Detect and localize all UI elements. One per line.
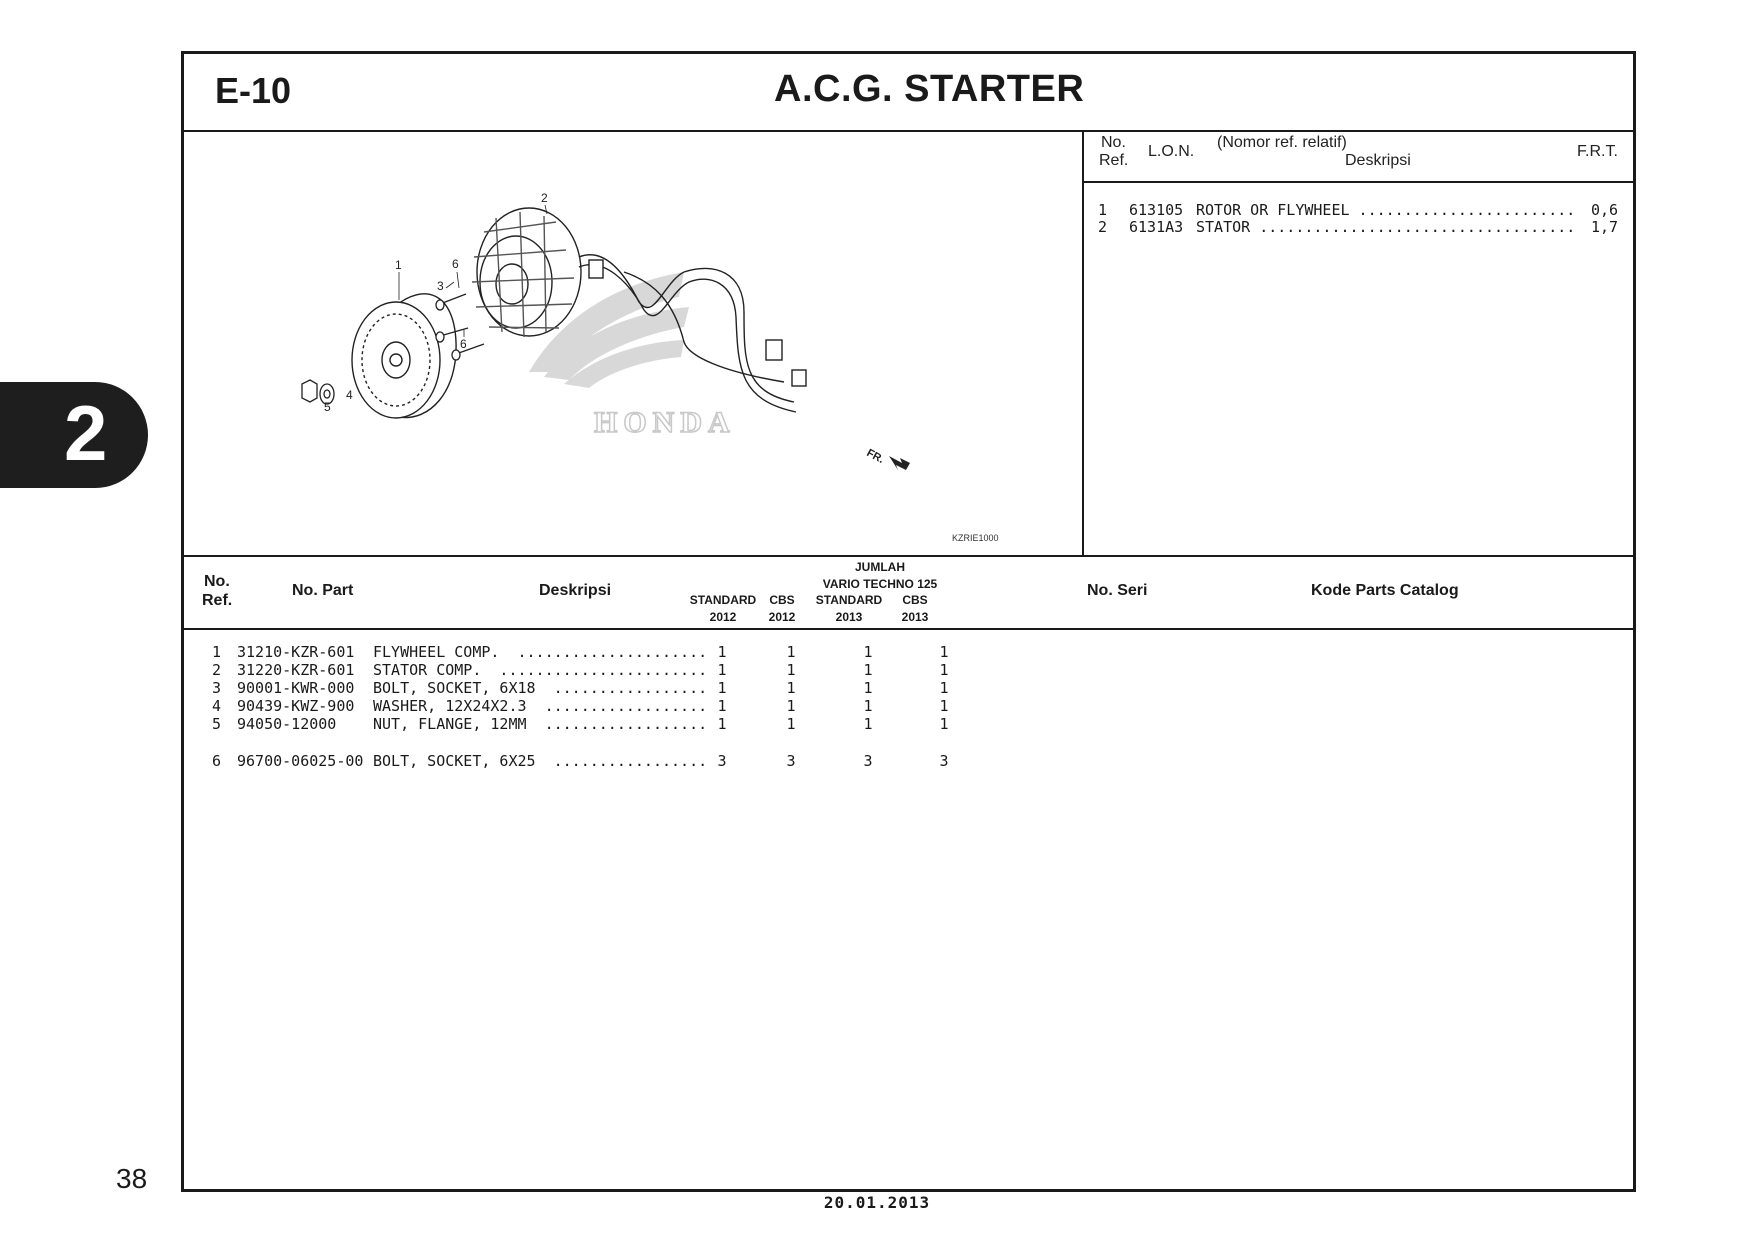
- parts-row-qty-std-2013: 1: [863, 661, 873, 679]
- parts-row-qty-std-2013: 1: [863, 697, 873, 715]
- acg-starter-illustration: [184, 132, 1082, 555]
- parts-row-part-number: 31210-KZR-601: [237, 643, 355, 661]
- parts-row-qty-std-2012: 1: [717, 697, 727, 715]
- col-header-deskripsi: Deskripsi: [539, 582, 612, 599]
- col-header-q3-type: STANDARD: [815, 593, 883, 607]
- col-header-q4-type: CBS: [902, 593, 928, 607]
- parts-row-qty-std-2012: 1: [717, 661, 727, 679]
- parts-row-desc: FLYWHEEL COMP. .....................: [373, 643, 708, 661]
- parts-row-ref: 4: [212, 697, 222, 715]
- parts-row: [184, 697, 1004, 715]
- parts-row-ref: 3: [212, 679, 222, 697]
- col-header-ref: Ref.: [202, 592, 233, 609]
- honda-watermark-text: HONDA: [594, 406, 736, 439]
- table-top-divider: [184, 555, 1633, 557]
- parts-row-part-number: 96700-06025-00: [237, 752, 364, 770]
- parts-row-part-number: 90439-KWZ-900: [237, 697, 355, 715]
- parts-row-qty-cbs-2012: 1: [786, 643, 796, 661]
- callout-2: 2: [541, 191, 548, 205]
- parts-row-qty-cbs-2012: 1: [786, 661, 796, 679]
- ref-row: [1084, 218, 1622, 236]
- parts-row-qty-std-2012: 3: [717, 752, 727, 770]
- col-header-no: No.: [204, 573, 230, 590]
- parts-row-desc: NUT, FLANGE, 12MM ..................: [373, 715, 708, 733]
- parts-row-qty-std-2012: 1: [717, 715, 727, 733]
- parts-row-part-number: 94050-12000: [237, 715, 337, 733]
- fr-label: FR.: [864, 447, 886, 466]
- section-tab: [0, 382, 148, 488]
- callout-1: 1: [395, 258, 402, 272]
- section-tab-number: 2: [64, 389, 108, 477]
- parts-row-qty-cbs-2013: 1: [939, 715, 949, 733]
- ref-header-frt: F.R.T.: [1577, 143, 1618, 160]
- ref-row-frt: 1,7: [1591, 218, 1619, 236]
- parts-row-ref: 2: [212, 661, 222, 679]
- footer-date: 20.01.2013: [823, 1193, 931, 1212]
- col-header-q2-type: CBS: [769, 593, 795, 607]
- page-number: 38: [116, 1163, 148, 1194]
- panel-divider: [1082, 132, 1084, 555]
- col-header-jumlah: JUMLAH: [855, 560, 905, 574]
- parts-row-desc: BOLT, SOCKET, 6X25 .................: [373, 752, 708, 770]
- callout-3: 3: [437, 279, 444, 293]
- ref-row-lon: 613105: [1129, 201, 1184, 219]
- parts-row: [184, 643, 1004, 661]
- parts-row-part-number: 90001-KWR-000: [237, 679, 355, 697]
- callout-6-bottom: 6: [460, 337, 467, 351]
- ref-row-no: 2: [1098, 218, 1108, 236]
- parts-row-qty-std-2013: 1: [863, 679, 873, 697]
- parts-row-qty-std-2012: 1: [717, 643, 727, 661]
- ref-header-divider: [1084, 181, 1633, 183]
- col-header-q2-year: 2012: [768, 610, 796, 624]
- ref-row-no: 1: [1098, 201, 1108, 219]
- parts-row-qty-cbs-2013: 1: [939, 643, 949, 661]
- parts-row: [184, 752, 1004, 770]
- parts-row-ref: 1: [212, 643, 222, 661]
- parts-row-qty-cbs-2013: 1: [939, 661, 949, 679]
- parts-row-qty-std-2012: 1: [717, 679, 727, 697]
- callout-6-top: 6: [452, 257, 459, 271]
- table-header-divider: [184, 628, 1633, 630]
- parts-row: [184, 715, 1004, 733]
- parts-row-qty-std-2013: 1: [863, 643, 873, 661]
- col-header-model: VARIO TECHNO 125: [822, 577, 938, 591]
- col-header-q1-type: STANDARD: [689, 593, 757, 607]
- parts-row-qty-cbs-2012: 1: [786, 715, 796, 733]
- parts-row-qty-cbs-2012: 1: [786, 697, 796, 715]
- parts-row-qty-cbs-2012: 3: [786, 752, 796, 770]
- col-header-q1-year: 2012: [709, 610, 737, 624]
- exploded-diagram: [184, 132, 1082, 555]
- col-header-kode-parts: Kode Parts Catalog: [1311, 582, 1459, 599]
- parts-row-qty-std-2013: 1: [863, 715, 873, 733]
- parts-row-desc: STATOR COMP. .......................: [373, 661, 708, 679]
- parts-row-ref: 6: [212, 752, 222, 770]
- parts-row: [184, 679, 1004, 697]
- callout-4: 4: [346, 388, 353, 402]
- parts-row-ref: 5: [212, 715, 222, 733]
- callout-5: 5: [324, 400, 331, 414]
- col-header-q3-year: 2013: [835, 610, 863, 624]
- col-header-no-part: No. Part: [292, 582, 354, 599]
- ref-header-no: No.: [1101, 134, 1126, 151]
- ref-row-frt: 0,6: [1591, 201, 1619, 219]
- parts-row-qty-std-2013: 3: [863, 752, 873, 770]
- parts-row-desc: WASHER, 12X24X2.3 ..................: [373, 697, 708, 715]
- ref-header-ref: Ref.: [1099, 152, 1129, 169]
- ref-row: [1084, 201, 1622, 219]
- ref-header-deskripsi: Deskripsi: [1345, 152, 1411, 169]
- parts-row-qty-cbs-2013: 1: [939, 697, 949, 715]
- ref-row-lon: 6131A3: [1129, 218, 1184, 236]
- parts-row-desc: BOLT, SOCKET, 6X18 .................: [373, 679, 708, 697]
- ref-header-lon: L.O.N.: [1148, 143, 1195, 160]
- parts-row-qty-cbs-2013: 3: [939, 752, 949, 770]
- stator-part: [472, 208, 581, 337]
- section-code: E-10: [215, 70, 292, 111]
- figure-code: KZRIE1000: [952, 533, 999, 543]
- col-header-no-seri: No. Seri: [1087, 582, 1148, 599]
- section-title: A.C.G. STARTER: [774, 68, 1085, 110]
- flywheel-part: [352, 294, 456, 418]
- ref-header-nomor: (Nomor ref. relatif): [1217, 134, 1347, 151]
- parts-row: [184, 661, 1004, 679]
- ref-row-desc: ROTOR OR FLYWHEEL ........................: [1196, 201, 1576, 219]
- parts-row-part-number: 31220-KZR-601: [237, 661, 355, 679]
- ref-row-desc: STATOR ...................................: [1196, 218, 1576, 236]
- col-header-q4-year: 2013: [901, 610, 929, 624]
- parts-row-qty-cbs-2013: 1: [939, 679, 949, 697]
- parts-row-qty-cbs-2012: 1: [786, 679, 796, 697]
- catalog-page-frame: [181, 51, 1636, 1192]
- front-direction-arrow: [865, 447, 910, 470]
